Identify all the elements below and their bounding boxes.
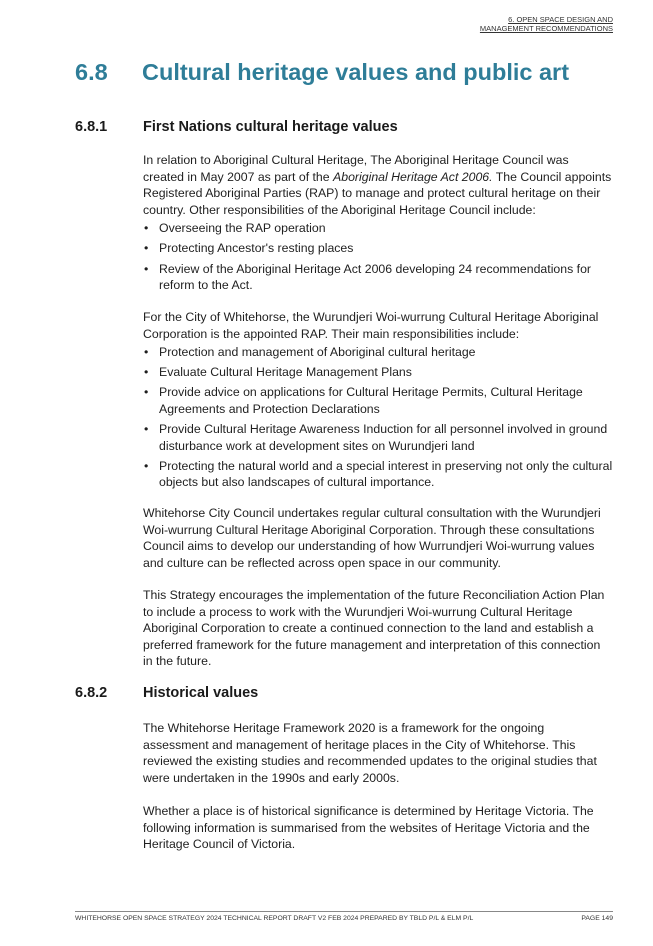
bullet-icon: •	[144, 241, 149, 256]
subsection-number: 6.8.2	[75, 685, 108, 701]
sub1-body-c	[143, 505, 613, 571]
bullet-list	[143, 344, 613, 491]
page-header	[480, 15, 613, 33]
paragraph: For the City of Whitehorse, the Wurundjeri Woi-wurrung Cultural Heritage Aboriginal Corporation is the appointed RAP. Their main responsibilities include:	[143, 310, 599, 341]
list-item-text: Protecting the natural world and a special interest in preserving not only the cultural objects but also landscapes of cultural importance.	[159, 458, 613, 490]
list-item	[143, 240, 613, 257]
list-item	[143, 458, 613, 491]
paragraph	[143, 152, 613, 218]
bullet-icon: •	[144, 422, 149, 437]
bullet-icon: •	[144, 261, 149, 276]
paragraph: The Whitehorse Heritage Framework 2020 is a framework for the ongoing assessment and management of heritage places in the City of Whitehorse. This reviewed the existing studies and recommended updates to the original studies that were undertaken in the 1990s and early 2000s.	[143, 721, 597, 785]
sub2-body-b	[143, 803, 613, 853]
list-item	[143, 220, 613, 237]
bullet-icon: •	[144, 365, 149, 380]
list-item	[143, 421, 613, 454]
subsection-heading-2	[75, 685, 258, 701]
bullet-icon: •	[144, 345, 149, 360]
sub1-body-d	[143, 587, 613, 670]
act-title: Aboriginal Heritage Act 2006.	[333, 169, 493, 184]
page-number: PAGE 149	[581, 915, 613, 922]
list-item-text: Evaluate Cultural Heritage Management Plans	[159, 365, 412, 380]
list-item-text: Provide advice on applications for Cultural Heritage Permits, Cultural Heritage Agreements and Protection Declarations	[159, 385, 583, 416]
section-title: Cultural heritage values and public art	[142, 59, 570, 85]
list-item-text: Overseeing the RAP operation	[159, 221, 326, 236]
footer-divider	[75, 911, 613, 912]
bullet-icon: •	[144, 385, 149, 400]
list-item	[143, 261, 613, 294]
sub1-body-a	[143, 152, 613, 297]
sub1-body-b	[143, 309, 613, 494]
list-item-text: Protecting Ancestor's resting places	[159, 241, 354, 256]
bullet-list	[143, 220, 613, 293]
subsection-title: First Nations cultural heritage values	[143, 119, 398, 135]
footer-document-info: WHITEHORSE OPEN SPACE STRATEGY 2024 TECHNICAL REPORT DRAFT V2 FEB 2024 PREPARED BY TBLD P/L & ELM P/L	[75, 915, 474, 922]
section-heading	[75, 59, 635, 86]
sub2-body-a	[143, 720, 613, 786]
paragraph-text: The Council appoints Registered Aboriginal Parties (RAP) to manage and protect cultural heritage on their country. Other responsibilities of the Aboriginal Heritage Council include:	[143, 169, 612, 217]
list-item	[143, 384, 613, 417]
bullet-icon: •	[144, 458, 149, 473]
header-line-2: MANAGEMENT RECOMMENDATIONS	[479, 24, 613, 33]
paragraph: Whether a place is of historical significance is determined by Heritage Victoria. The following information is summarised from the websites of Heritage Victoria and the Heritage Council of Victoria.	[143, 804, 594, 852]
paragraph: This Strategy encourages the implementation of the future Reconciliation Action Plan to include a process to work with the Wurundjeri Woi-wurrung Cultural Heritage Aboriginal Corporation to create a continued connection to the land and establish a preferred framework for the future management and interpretation of this connection in the future.	[143, 588, 605, 669]
list-item	[143, 344, 613, 361]
subsection-title: Historical values	[143, 685, 259, 701]
subsection-number: 6.8.1	[75, 119, 108, 135]
list-item-text: Provide Cultural Heritage Awareness Induction for all personnel involved in ground disturbance work at development sites on Wurundjeri land	[159, 422, 608, 453]
list-item-text: Review of the Aboriginal Heritage Act 2006 developing 24 recommendations for reform to the Act.	[159, 261, 592, 293]
list-item-text: Protection and management of Aboriginal cultural heritage	[159, 345, 476, 360]
subsection-heading-1	[75, 119, 398, 135]
list-item	[143, 364, 613, 381]
bullet-icon: •	[144, 221, 149, 236]
paragraph-text: In relation to Aboriginal Cultural Heritage, The Aboriginal Heritage Council was created in May 2007 as part of the	[143, 153, 569, 184]
paragraph: Whitehorse City Council undertakes regular cultural consultation with the Wurundjeri Woi-wurrung Cultural Heritage Aboriginal Corporation. Through these consultations Council aims to develop our understanding of how Wurrundjeri Woi-wurrung values and culture can be reflected across open space in our community.	[143, 506, 601, 570]
header-line-1: 6. OPEN SPACE DESIGN AND	[508, 15, 613, 24]
section-number: 6.8	[75, 59, 108, 85]
